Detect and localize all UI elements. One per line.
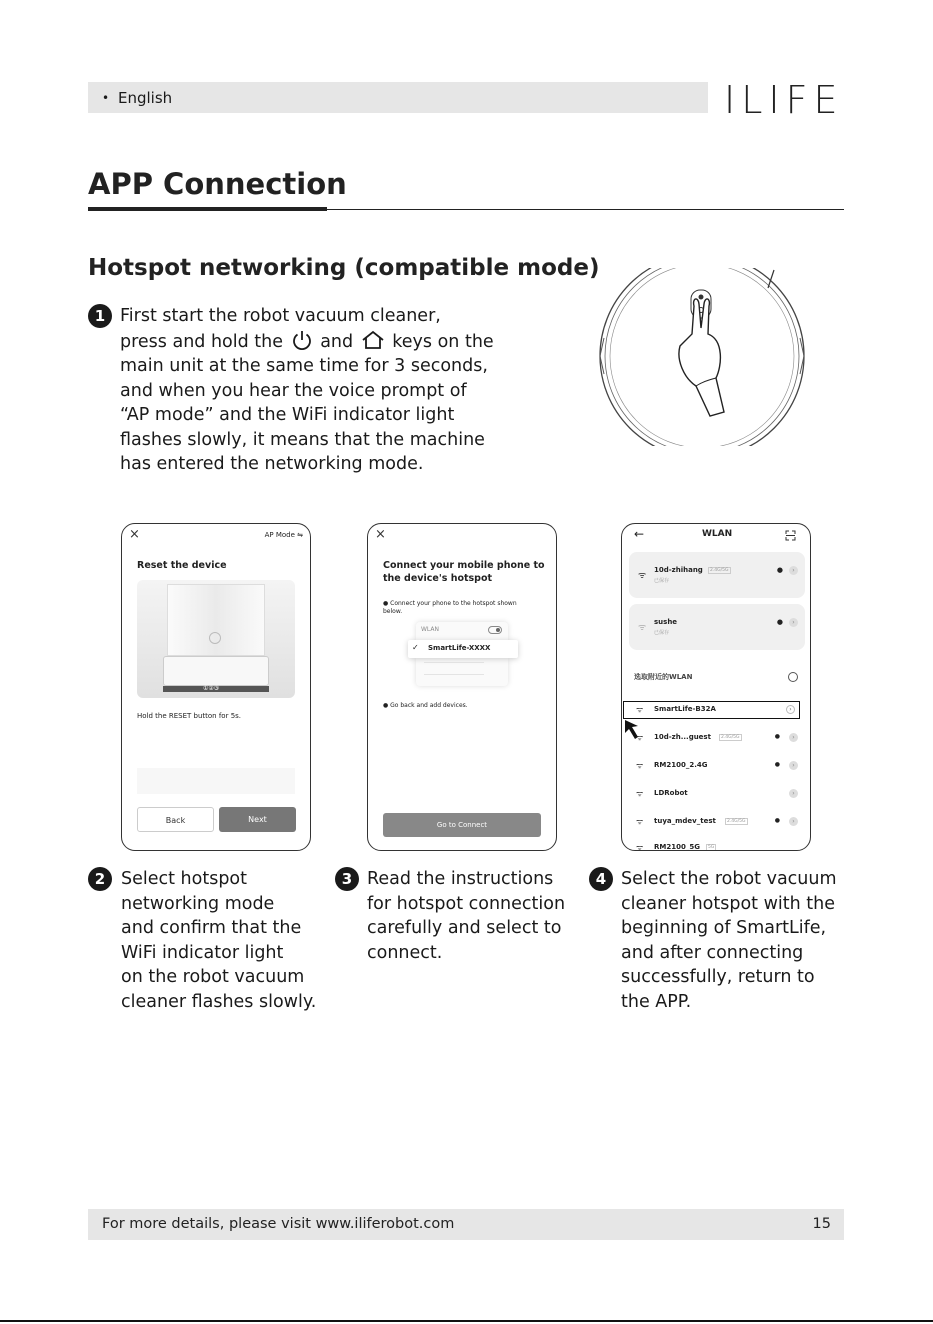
footer-text: For more details, please visit www.iliferobot.com — [102, 1216, 455, 1232]
highlighted-network[interactable] — [623, 701, 800, 719]
step-2-line: and confirm that the — [121, 918, 302, 938]
close-icon[interactable]: × — [375, 527, 386, 542]
phone-screen-reset — [121, 523, 311, 851]
power-icon — [291, 329, 313, 351]
go-to-connect-button[interactable]: Go to Connect — [383, 813, 541, 837]
step-1-fragment: press and hold the — [120, 331, 284, 352]
network-row[interactable] — [622, 840, 811, 851]
step-1-number: 1 — [88, 304, 112, 328]
phone-screen-wlan — [621, 523, 811, 851]
details-icon[interactable]: › — [786, 705, 795, 714]
step-1-fragment: and — [320, 331, 354, 352]
step-3-text — [367, 867, 565, 965]
network-name: 10d-zhihang — [654, 566, 703, 574]
step-3-line: for hotspot connection — [367, 893, 566, 914]
refresh-icon[interactable] — [788, 672, 798, 682]
wifi-icon: ᯤ — [636, 817, 644, 826]
wifi-icon: ᯤ — [636, 789, 644, 798]
details-icon[interactable]: › — [789, 761, 798, 770]
network-row[interactable] — [622, 758, 811, 774]
back-arrow-icon[interactable]: ← — [634, 527, 645, 541]
page-title: APP Connection — [88, 167, 347, 201]
hotspot-heading-line1: Connect your mobile phone to — [383, 560, 545, 571]
lock-icon: ● — [776, 618, 783, 626]
footer-bar — [88, 1209, 844, 1240]
step-1-line: “AP mode” and the WiFi indicator light — [120, 405, 455, 425]
back-button[interactable]: Back — [137, 807, 214, 832]
step-4-line: cleaner hotspot with the — [621, 893, 836, 914]
network-name: sushe — [654, 618, 678, 626]
wlan-title: WLAN — [702, 529, 733, 539]
home-icon — [361, 329, 385, 351]
brand-logo: ILIFE — [724, 78, 844, 122]
reset-instruction: Hold the RESET button for 5s. — [137, 712, 242, 720]
band-tag: 5G — [708, 845, 715, 850]
title-underline — [88, 207, 327, 211]
lock-icon: ● — [776, 566, 783, 574]
step-4-line: the APP. — [621, 991, 692, 1012]
band-tag: 2.4G/5G — [727, 819, 746, 824]
details-icon[interactable]: › — [789, 817, 798, 826]
step-1-text — [120, 304, 494, 477]
network-name: SmartLife-XXXX — [428, 644, 491, 652]
step-1-line — [120, 329, 494, 355]
lock-icon: ● — [774, 733, 780, 740]
section-title: Hotspot networking (compatible mode) — [88, 255, 600, 281]
ap-mode-label: AP Mode ⇋ — [264, 531, 303, 539]
step-4-number: 4 — [589, 867, 613, 891]
step-4-line: and after connecting — [621, 942, 804, 963]
network-row[interactable] — [622, 814, 811, 830]
saved-network-card[interactable] — [629, 552, 805, 598]
phone-screen-hotspot — [367, 523, 557, 851]
details-icon[interactable]: › — [789, 733, 798, 742]
band-tag: 2.4G/5G — [721, 735, 740, 740]
hotspot-heading-line2: the device's hotspot — [383, 573, 493, 584]
step-1-line: main unit at the same time for 3 seconds, — [120, 356, 488, 376]
step-1-fragment: keys on the — [392, 331, 494, 352]
reset-heading: Reset the device — [137, 560, 227, 571]
scan-icon[interactable] — [785, 530, 796, 541]
saved-network-card[interactable] — [629, 604, 805, 650]
step-2-line: networking mode — [121, 893, 275, 914]
step-3-number: 3 — [335, 867, 359, 891]
lock-icon: ● — [774, 817, 780, 824]
wifi-icon: ᯤ — [636, 733, 644, 742]
next-button[interactable]: Next — [219, 807, 296, 832]
network-name: SmartLife-B32A — [654, 705, 716, 713]
details-icon[interactable]: › — [789, 566, 798, 575]
wifi-icon: ᯤ — [636, 843, 644, 851]
close-icon[interactable]: × — [129, 527, 140, 542]
wifi-icon: ᯤ — [638, 623, 647, 633]
step-2-line: cleaner flashes slowly. — [121, 991, 317, 1012]
bottom-rule — [0, 1320, 933, 1322]
wlan-toggle-icon[interactable] — [488, 626, 502, 634]
network-row[interactable] — [622, 786, 811, 802]
step-3-line: Read the instructions — [367, 869, 554, 889]
step-2-number: 2 — [88, 867, 112, 891]
wifi-icon: ᯤ — [638, 571, 647, 581]
network-name: LDRobot — [654, 789, 688, 797]
language-bar — [88, 82, 708, 113]
details-icon[interactable]: › — [789, 618, 798, 627]
bullet: • — [102, 91, 110, 105]
step-2-text — [121, 867, 316, 1014]
network-name: RM2100_2.4G — [654, 761, 708, 769]
band-tag: 2.4G/5G — [710, 568, 729, 573]
network-row[interactable] — [622, 730, 811, 746]
step-1-line: and when you hear the voice prompt of — [120, 380, 467, 401]
step-2-line: WiFi indicator light — [121, 942, 284, 963]
network-name: tuya_mdev_test — [654, 817, 716, 825]
network-name: 10d-zh...guest — [654, 733, 711, 741]
saved-status: 已保存 — [654, 630, 670, 636]
step-4-line: beginning of SmartLife, — [621, 918, 827, 938]
saved-status: 已保存 — [654, 578, 670, 584]
step-4-text — [621, 867, 837, 1014]
network-option[interactable] — [408, 640, 518, 658]
page-number: 15 — [812, 1216, 831, 1232]
wlan-label: WLAN — [421, 626, 440, 633]
step-2-line: on the robot vacuum — [121, 967, 305, 987]
step-3-line: connect. — [367, 942, 443, 963]
hotspot-bullet-1: ● Connect your phone to the hotspot shown below. — [383, 600, 517, 615]
wifi-icon: ᯤ — [636, 761, 644, 770]
step-4-line: Select the robot vacuum — [621, 869, 837, 889]
faint-placeholder — [137, 768, 295, 794]
step-3-line: carefully and select to — [367, 918, 562, 938]
details-icon[interactable]: › — [789, 789, 798, 798]
nearby-wlan-label: 选取附近的WLAN — [634, 673, 693, 681]
step-4-line: successfully, return to — [621, 967, 815, 987]
robot-vacuum-illustration — [598, 268, 810, 446]
step-1-line: has entered the networking mode. — [120, 454, 424, 474]
language-label: English — [118, 89, 173, 107]
check-icon: ✓ — [412, 643, 419, 652]
step-1-line: flashes slowly, it means that the machine — [120, 429, 485, 450]
wifi-icon: ᯤ — [636, 705, 644, 714]
step-2-line: Select hotspot — [121, 869, 248, 889]
hotspot-bullet-2: ● Go back and add devices. — [383, 702, 468, 709]
network-name: RM2100_5G — [654, 843, 700, 851]
step-1-line: First start the robot vacuum cleaner, — [120, 306, 441, 326]
lock-icon: ● — [774, 761, 780, 768]
device-photo: ①②③ — [137, 580, 295, 698]
